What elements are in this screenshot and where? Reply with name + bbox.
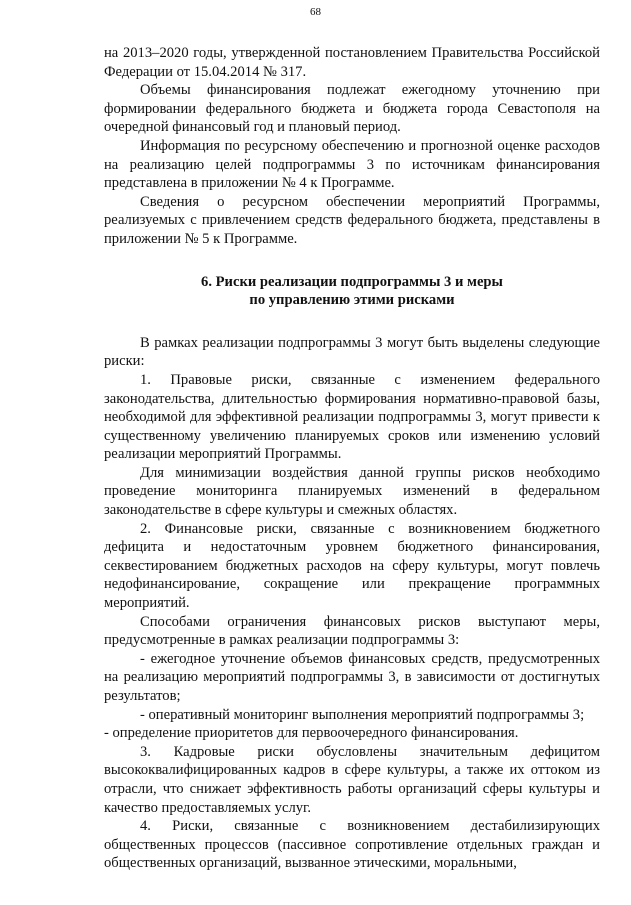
list-item-priorities: - определение приоритетов для первоочередного финансирования. <box>104 725 519 742</box>
paragraph-legal-mitigation: Для минимизации воздействия данной группы рисков необходимо проведение мониторинга планируемых изменений в федеральном законодательстве в сфере культуры и смежных областях. <box>104 464 600 519</box>
paragraph-risks-intro: В рамках реализации подпрограммы 3 могут быть выделены следующие риски: <box>104 334 600 370</box>
list-item-monitoring: - оперативный мониторинг выполнения мероприятий подпрограммы 3; <box>140 706 585 723</box>
paragraph-resource-info: Информация по ресурсному обеспечению и прогнозной оценке расходов на реализацию целей подпрограммы 3 по источникам финансирования представлена в приложении № 4 к Программе. <box>104 137 600 192</box>
paragraph-financial-mitigation: Способами ограничения финансовых рисков выступают меры, предусмотренные в рамках реализации подпрограммы 3: <box>104 613 600 649</box>
paragraph-legal-risks: 1. Правовые риски, связанные с изменением федерального законодательства, длительностью формирования нормативно-правовой базы, необходимой для эффективной реализации подпрограммы 3, могут привести к существенному увеличению планируемых сроков или изменению условий реализации мероприятий Программы. <box>104 371 600 463</box>
paragraph-continuation: на 2013–2020 годы, утвержденной постановлением Правительства Российской Федерации от 15.04.2014 № 317. <box>104 45 600 80</box>
paragraph-staff-risks: 3. Кадровые риски обусловлены значительным дефицитом высококвалифицированных кадров в сфере культуры, а также их оттоком из отрасли, что снижает эффективность работы организаций сферы культуры и качество предоставляемых услуг. <box>104 743 600 816</box>
paragraph-federal-budget: Сведения о ресурсном обеспечении мероприятий Программы, реализуемых с привлечением средств федерального бюджета, представлены в приложении № 5 к Программе. <box>104 193 600 247</box>
section-heading <box>104 273 600 310</box>
paragraph-funding-volumes: Объемы финансирования подлежат ежегодному уточнению при формировании федерального бюджета и бюджета города Севастополя на очередной финансовый год и плановый период. <box>104 82 600 136</box>
paragraph-social-risks: 4. Риски, связанные с возникновением дестабилизирующих общественных процессов (пассивное сопротивление отдельных граждан и общественных организаций, вызванное этическими, моральными, <box>104 818 600 872</box>
paragraph-financial-risks: 2. Финансовые риски, связанные с возникновением бюджетного дефицита и недостаточным уровнем бюджетного финансирования, секвестированием бюджетных расходов на сферу культуры, могут повлечь недофинансирование, сокращение или прекращение программных мероприятий. <box>104 520 600 612</box>
page-content <box>104 44 600 873</box>
section-heading-line-2: по управлению этими рисками <box>249 292 455 309</box>
section-heading-line-1: 6. Риски реализации подпрограммы 3 и меры <box>201 273 503 290</box>
list-item-annual-update: - ежегодное уточнение объемов финансовых средств, предусмотренных на реализацию мероприятий подпрограммы 3, в зависимости от достигнутых результатов; <box>104 650 600 704</box>
page-number: 68 <box>310 6 321 18</box>
